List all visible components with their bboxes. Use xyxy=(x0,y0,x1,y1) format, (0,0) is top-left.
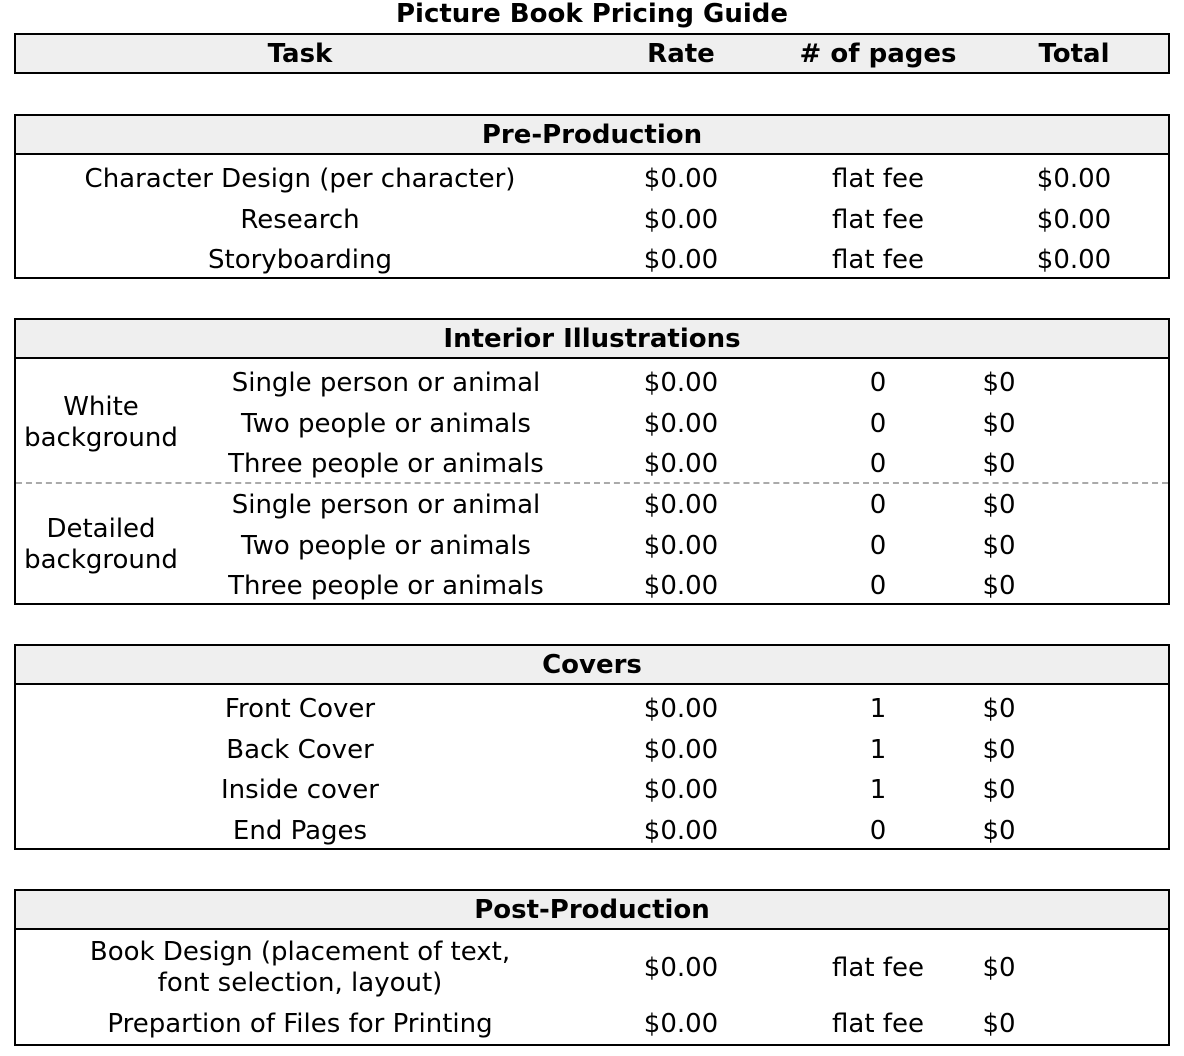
section-heading: Pre-Production xyxy=(481,120,703,150)
total-cell: $0.00 xyxy=(1036,164,1112,194)
task-cell: Front Cover xyxy=(224,694,376,724)
pages-cell: 0 xyxy=(869,449,887,479)
task-cell: Book Design (placement of text, font selection, layout) xyxy=(89,937,511,998)
task-cell: Back Cover xyxy=(226,735,374,765)
section-heading: Interior Illustrations xyxy=(443,324,741,354)
task-cell: Three people or animals xyxy=(228,571,544,601)
pages-cell: 0 xyxy=(869,409,887,439)
total-cell: $0 xyxy=(982,953,1016,983)
task-cell: Two people or animals xyxy=(241,409,531,439)
rate-cell: $0.00 xyxy=(643,449,719,479)
pages-cell: 0 xyxy=(869,571,887,601)
column-header-box xyxy=(14,33,1170,74)
group-label-white-background: White background xyxy=(24,392,178,453)
section-heading: Post-Production xyxy=(474,895,710,925)
pages-cell: 1 xyxy=(869,694,887,724)
rate-cell: $0.00 xyxy=(643,953,719,983)
total-cell: $0 xyxy=(982,1009,1016,1039)
pages-cell: flat fee xyxy=(832,205,924,235)
section-header xyxy=(16,320,1168,359)
task-cell: Single person or animal xyxy=(231,368,541,398)
pages-cell: 1 xyxy=(869,775,887,805)
total-cell: $0 xyxy=(982,694,1016,724)
task-cell: Storyboarding xyxy=(208,245,392,275)
total-cell: $0 xyxy=(982,775,1016,805)
total-cell: $0 xyxy=(982,449,1016,479)
task-cell: Character Design (per character) xyxy=(84,164,516,194)
rate-cell: $0.00 xyxy=(643,205,719,235)
covers-section xyxy=(14,644,1170,850)
section-header xyxy=(16,646,1168,685)
rate-cell: $0.00 xyxy=(643,694,719,724)
rate-cell: $0.00 xyxy=(643,571,719,601)
rate-cell: $0.00 xyxy=(643,735,719,765)
total-cell: $0 xyxy=(982,409,1016,439)
pages-cell: flat fee xyxy=(832,953,924,983)
task-cell: Prepartion of Files for Printing xyxy=(107,1009,493,1039)
post-production-section xyxy=(14,889,1170,1046)
rate-cell: $0.00 xyxy=(643,775,719,805)
total-cell: $0 xyxy=(982,490,1016,520)
pre-production-section xyxy=(14,114,1170,279)
group-label-detailed-background: Detailed background xyxy=(24,514,178,575)
pages-cell: 0 xyxy=(869,368,887,398)
page-title: Picture Book Pricing Guide xyxy=(395,0,788,29)
total-cell: $0.00 xyxy=(1036,205,1112,235)
rate-cell: $0.00 xyxy=(643,1009,719,1039)
total-cell: $0 xyxy=(982,571,1016,601)
column-header-pages: # of pages xyxy=(799,39,957,69)
column-header-task: Task xyxy=(267,39,333,69)
task-cell: Single person or animal xyxy=(231,490,541,520)
rate-cell: $0.00 xyxy=(643,164,719,194)
pages-cell: 0 xyxy=(869,531,887,561)
pages-cell: 1 xyxy=(869,735,887,765)
pages-cell: 0 xyxy=(869,816,887,846)
section-header xyxy=(16,891,1168,930)
rate-cell: $0.00 xyxy=(643,531,719,561)
total-cell: $0 xyxy=(982,368,1016,398)
section-heading: Covers xyxy=(542,650,642,680)
task-cell: Research xyxy=(240,205,360,235)
task-cell: Three people or animals xyxy=(228,449,544,479)
task-cell: End Pages xyxy=(232,816,368,846)
rate-cell: $0.00 xyxy=(643,368,719,398)
column-header-total: Total xyxy=(1038,39,1110,69)
pages-cell: 0 xyxy=(869,490,887,520)
section-header xyxy=(16,116,1168,155)
task-cell: Inside cover xyxy=(221,775,379,805)
total-cell: $0.00 xyxy=(1036,245,1112,275)
pages-cell: flat fee xyxy=(832,245,924,275)
rate-cell: $0.00 xyxy=(643,245,719,275)
pages-cell: flat fee xyxy=(832,1009,924,1039)
rate-cell: $0.00 xyxy=(643,816,719,846)
group-divider xyxy=(16,482,1168,484)
total-cell: $0 xyxy=(982,531,1016,561)
rate-cell: $0.00 xyxy=(643,409,719,439)
total-cell: $0 xyxy=(982,735,1016,765)
total-cell: $0 xyxy=(982,816,1016,846)
rate-cell: $0.00 xyxy=(643,490,719,520)
pages-cell: flat fee xyxy=(832,164,924,194)
column-header-rate: Rate xyxy=(647,39,715,69)
interior-illustrations-section xyxy=(14,318,1170,605)
task-cell: Two people or animals xyxy=(241,531,531,561)
